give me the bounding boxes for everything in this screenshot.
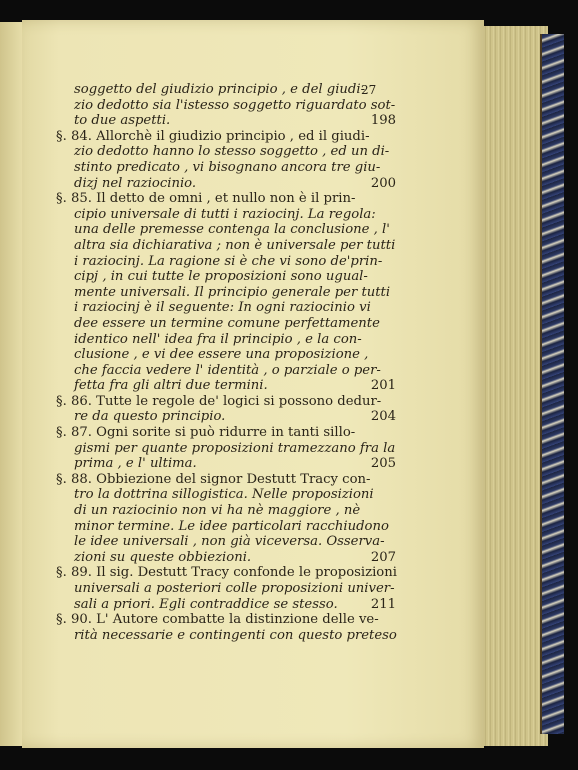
text-line-content: rità necessarie e contingenti con questo preteso — [74, 627, 397, 643]
text-line-content: cipj , in cui tutte le proposizioni sono ugual- — [74, 269, 368, 285]
text-line — [56, 332, 396, 348]
text-line-content: §. 90. L' Autore combatte la distinzione delle ve- — [56, 612, 379, 628]
page-reference: 201 — [370, 378, 396, 394]
page-text — [56, 82, 396, 643]
text-line — [56, 597, 396, 613]
text-line-content: zio dedotto sia l'istesso soggetto riguardato sot- — [74, 97, 396, 113]
text-line-content: §. 89. Il sig. Destutt Tracy confonde le proposizioni — [56, 565, 397, 581]
left-page-edge — [0, 22, 23, 746]
text-line — [56, 565, 396, 581]
page-reference: 205 — [370, 456, 396, 472]
text-line — [56, 129, 396, 145]
text-line-content: §. 84. Allorchè il giudizio principio , ed il giudi- — [56, 128, 370, 144]
text-line-content: una delle premesse contenga la conclusione , l' — [74, 222, 390, 238]
text-line — [56, 612, 396, 628]
text-line — [56, 456, 396, 472]
text-line — [56, 534, 396, 550]
text-line-content: clusione , e vi dee essere una proposizione , — [74, 347, 369, 363]
page-reference: 200 — [370, 175, 396, 191]
text-line-content: tro la dottrina sillogistica. Nelle proposizioni — [74, 487, 374, 503]
text-line-content: identico nell' idea fra il principio , e la con- — [74, 331, 362, 347]
page-number: 27 — [361, 83, 377, 97]
text-line — [56, 222, 396, 238]
text-line — [56, 300, 396, 316]
text-line-content: che faccia vedere l' identità , o parziale o per- — [74, 362, 381, 378]
text-line — [56, 191, 396, 207]
text-line-content: di un raziocinio non vi ha nè maggiore , nè — [74, 503, 361, 519]
text-line — [56, 316, 396, 332]
text-line — [56, 363, 396, 379]
page-reference: 207 — [370, 549, 396, 565]
text-line — [56, 409, 396, 425]
book-fore-edge — [480, 26, 548, 746]
text-line-content: §. 86. Tutte le regole de' logici si possono dedur- — [56, 393, 382, 409]
text-line-content: altra sia dichiarativa ; non è universale per tutti — [74, 237, 396, 253]
text-line — [56, 347, 396, 363]
text-line-content: i raziocinj. La ragione si è che vi sono de'prin- — [74, 253, 383, 269]
text-line — [56, 378, 396, 394]
text-line — [56, 550, 396, 566]
text-line-content: §. 85. Il detto de omni , et nullo non è il prin- — [56, 191, 356, 207]
text-line — [56, 160, 396, 176]
text-line — [56, 113, 396, 129]
text-line — [56, 503, 396, 519]
text-line-content: fetta fra gli altri due termini. — [74, 378, 268, 394]
text-line-content: cipio universale di tutti i raziocinj. La regola: — [74, 206, 376, 222]
text-line — [56, 394, 396, 410]
text-line — [56, 176, 396, 192]
text-line — [56, 269, 396, 285]
text-line-content: zio dedotto hanno lo stesso soggetto , ed un di- — [74, 144, 390, 160]
text-line-content: gismi per quante proposizioni tramezzano fra la — [74, 440, 396, 456]
text-line — [56, 487, 396, 503]
text-line — [56, 519, 396, 535]
text-line — [56, 82, 396, 98]
text-line — [56, 472, 396, 488]
text-line-content: prima , e l' ultima. — [74, 456, 197, 472]
text-line — [56, 441, 396, 457]
text-line — [56, 207, 396, 223]
text-line-content: mente universali. Il principio generale per tutti — [74, 284, 391, 300]
text-line-content: dizj nel raziocinio. — [74, 175, 197, 191]
text-line-content: §. 88. Obbiezione del signor Destutt Tracy con- — [56, 471, 371, 487]
text-line — [56, 254, 396, 270]
page-reference: 211 — [370, 596, 396, 612]
book-cover-edge — [540, 34, 564, 734]
text-line — [56, 98, 396, 114]
text-line-content: dee essere un termine comune perfettamente — [74, 315, 380, 331]
text-line-content: §. 87. Ogni sorite si può ridurre in tanti sillo- — [56, 425, 356, 441]
text-line — [56, 144, 396, 160]
text-line-content: soggetto del giudizio principio , e del giudi- — [74, 82, 366, 97]
text-line — [56, 425, 396, 441]
text-line-content: minor termine. Le idee particolari racchiudono — [74, 518, 389, 534]
text-line-content: universali a posteriori colle proposizioni univer- — [74, 581, 395, 596]
text-line-content: zioni su queste obbiezioni. — [74, 549, 252, 565]
text-line-content: re da questo principio. — [74, 409, 226, 425]
page-reference: 198 — [370, 113, 396, 129]
text-line-content: stinto predicato , vi bisognano ancora tre giu- — [74, 159, 381, 175]
text-line-content: sali a priori. Egli contraddice se stesso. — [74, 596, 338, 612]
text-line — [56, 581, 396, 597]
text-line — [56, 285, 396, 301]
page-reference: 204 — [370, 409, 396, 425]
text-line-content: to due aspetti. — [74, 113, 171, 129]
text-line — [56, 238, 396, 254]
text-line-content: le idee universali , non già viceversa. Osserva- — [74, 534, 385, 550]
text-line — [56, 628, 396, 644]
text-line-content: i raziocinj è il seguente: In ogni raziocinio vi — [74, 300, 371, 316]
